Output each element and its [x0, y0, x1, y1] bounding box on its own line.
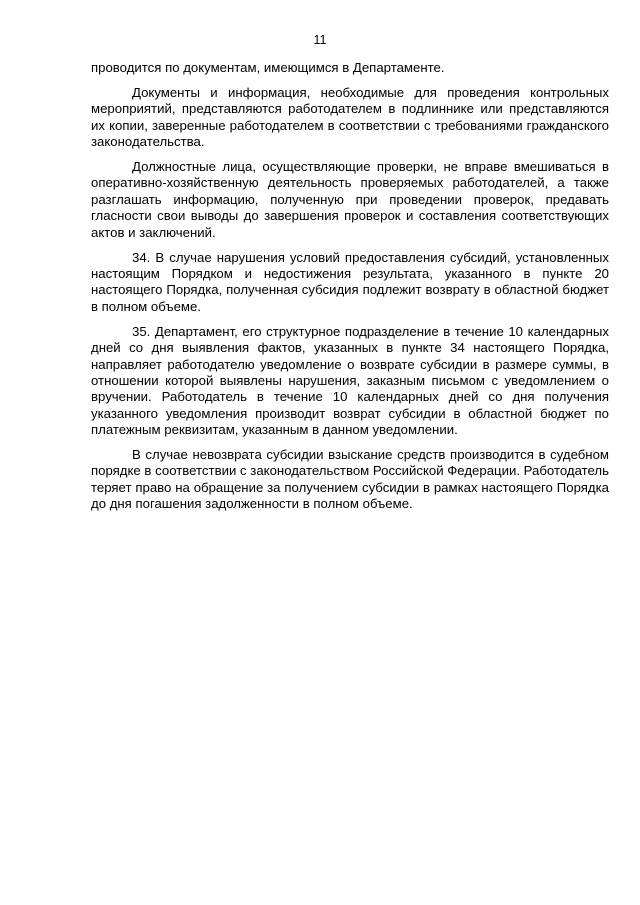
- paragraph-continuation: проводится по документам, имеющимся в Департаменте.: [91, 60, 445, 75]
- page-number: 11: [313, 33, 327, 47]
- paragraph-clause-35: 35. Департамент, его структурное подразделение в течение 10 календарных дней со дня выявления фактов, указанных в пункте 34 настоящего Порядка, направляет работодателю уведомление о возврате субсидии в размере суммы, в отношении которой выявлены нарушения, заказным письмом с уведомлением о вручении. Работодатель в течение 10 календарных дней со дня получения указанного уведомления производит возврат субсидии в областной бюджет по платежным реквизитам, указанным в данном уведомлении.: [91, 323, 609, 438]
- paragraph-documents-information: Документы и информация, необходимые для проведения контрольных мероприятий, представляются работодателем в подлиннике или представляются их копии, заверенные работодателем в соответствии с требованиями гражданского законодательства.: [91, 84, 609, 150]
- paragraph-officials-restrictions: Должностные лица, осуществляющие проверки, не вправе вмешиваться в оперативно-хозяйственную деятельность проверяемых работодателей, а также разглашать информацию, полученную при проведении проверок, предавать гласности свои выводы до завершения проверок и составления соответствующих актов и заключений.: [91, 159, 609, 240]
- paragraph-non-return: В случае невозврата субсидии взыскание средств производится в судебном порядке в соответствии с законодательством Российской Федерации. Работодатель теряет право на обращение за получением субсидии в рамках настоящего Порядка до дня погашения задолженности в полном объеме.: [91, 447, 609, 512]
- paragraph-clause-34: 34. В случае нарушения условий предоставления субсидий, установленных настоящим Порядком и недостижения результата, указанного в пункте 20 настоящего Порядка, полученная субсидия подлежит возврату в областной бюджет в полном объеме.: [91, 249, 609, 314]
- document-body: [91, 60, 609, 513]
